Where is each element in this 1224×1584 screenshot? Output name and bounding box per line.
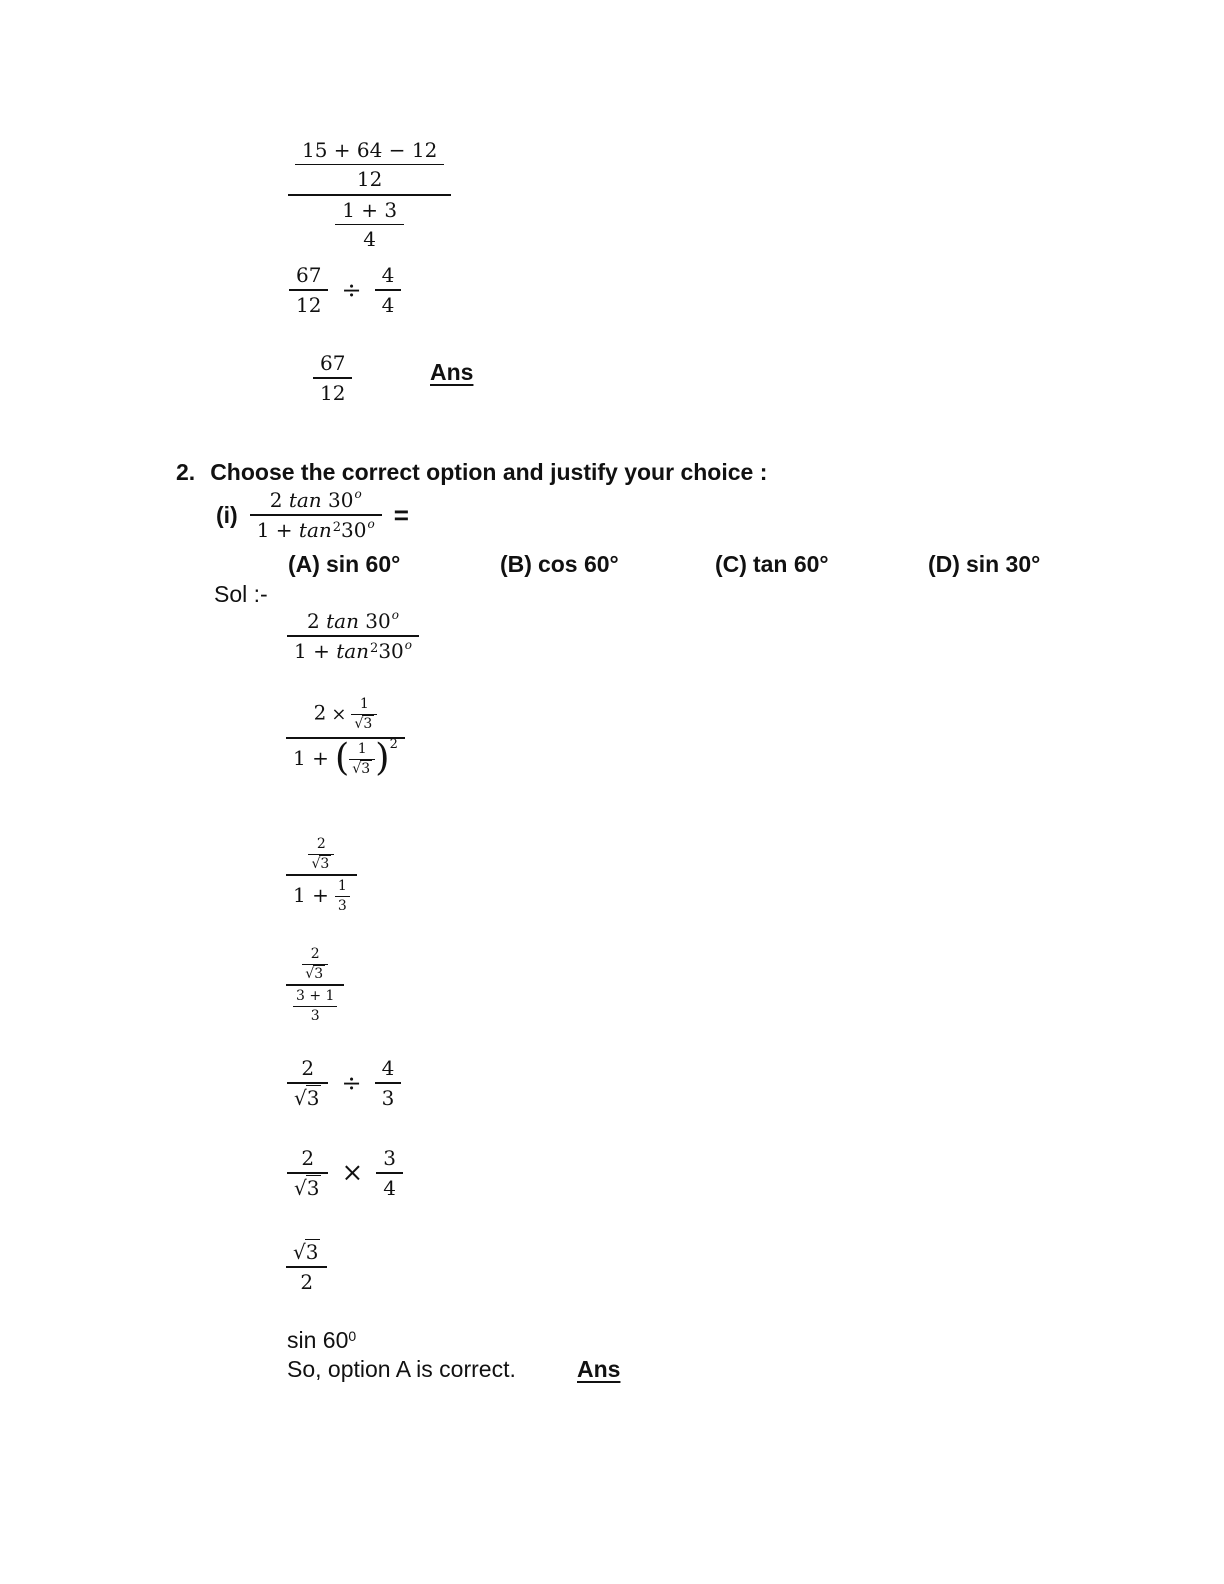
function-name: tan [336,639,370,664]
numerator [287,610,419,635]
radicand: 3 [314,965,324,982]
option-label: (C) [715,551,747,577]
fraction [287,1057,328,1110]
numerator [286,1241,327,1266]
option-d [928,551,1040,578]
solution-label: Sol :- [214,581,268,607]
numerator: 2 [301,1056,315,1080]
solution-step-2 [286,697,405,777]
option-value: sin 30° [965,551,1041,577]
function-name: tan [298,518,332,543]
denominator [302,964,328,982]
numerator [286,697,405,737]
radicand: 3 [361,761,371,778]
inner-fraction-bottom [335,199,404,251]
solution-step-5 [287,1057,401,1110]
numerator: 3 + 1 [296,988,335,1005]
left-parenthesis: ( [334,735,350,779]
fraction [286,837,357,914]
conclusion-statement: So, option A is correct. [287,1356,516,1382]
denominator: 2 [286,1266,327,1293]
numerator: 1 [337,878,347,895]
numerator: 67 [320,351,346,375]
numerator: 2 [301,1146,315,1170]
denominator [287,1082,328,1109]
radical-sign: √ [305,965,315,982]
fraction [376,1147,403,1200]
denominator: 4 [375,289,402,316]
term: 1 + [256,518,299,543]
radicand: 3 [320,855,330,872]
question-number: 2. [176,459,196,485]
inner-fraction-top [295,139,444,191]
complex-fraction-expression [288,139,451,251]
sqrt-expression [311,856,331,872]
outer-fraction [288,139,451,251]
fraction [287,610,419,663]
small-fraction [308,837,334,871]
conclusion-result [287,1327,356,1354]
outer-numerator [288,139,451,194]
numerator: 1 + 3 [342,197,398,222]
radical-sign: √ [311,855,321,872]
denominator: 4 [335,224,404,250]
part-label: (i) [216,501,238,528]
degree-superscript: o [391,608,399,622]
numerator [250,489,382,514]
degree-superscript: o [367,517,375,532]
option-value: sin 60° [325,551,401,577]
small-fraction [335,879,350,913]
division-step-expression [289,264,401,317]
option-b [500,551,619,578]
option-label: (B) [500,551,532,577]
multiplication-sign: × [341,1158,364,1189]
numerator: 1 [359,696,369,712]
equals-sign: = [393,499,409,530]
option-value: tan 60° [752,551,829,577]
numerator: 3 [383,1146,397,1170]
small-fraction [293,989,337,1023]
coefficient: 2 [313,700,327,725]
angle: 30 [358,609,391,633]
option-label: (D) [928,551,960,577]
answer-label: Ans [430,359,474,385]
term: 1 + [293,746,329,771]
question-part-i [216,489,409,542]
denominator [287,635,419,663]
radicand: 3 [306,1086,320,1111]
outer-denominator [288,194,451,251]
sqrt-expression [294,1086,321,1110]
option-a [288,551,400,578]
function-name: tan [326,609,359,633]
numerator [286,947,344,984]
denominator: 3 [375,1082,402,1109]
radical-sign: √ [294,1086,307,1111]
angle: 30 [321,488,354,512]
square-superscript: 2 [332,519,342,535]
coefficient: 2 [307,609,327,633]
right-parenthesis: ) [375,735,390,779]
denominator: 3 [293,1006,337,1024]
degree-superscript: o [354,487,362,501]
radical-sign: √ [293,1240,306,1264]
fraction [375,1057,402,1110]
sqrt-expression [354,716,374,732]
solution-step-3 [286,837,357,914]
solution-step-4 [286,947,344,1024]
degree-superscript: o [404,638,413,653]
sqrt-expression [293,1240,320,1264]
radicand: 3 [305,1240,319,1264]
radicand: 3 [363,715,373,732]
option-value: cos 60° [537,551,619,577]
option-c [715,551,829,578]
solution-step-7 [286,1241,327,1294]
denominator: 12 [289,289,328,316]
numerator: 4 [381,1056,395,1080]
fraction [286,1241,327,1294]
fraction [375,264,402,317]
angle: 30 [341,518,367,543]
numerator [286,837,357,874]
division-sign: ÷ [341,1069,362,1098]
small-fraction [351,697,377,731]
square-superscript: 2 [389,737,398,753]
small-fraction [349,742,375,776]
numerator: 67 [296,263,322,287]
fraction [289,264,328,317]
degree-superscript: 0 [348,1328,357,1344]
sqrt-expression [305,966,325,982]
square-superscript: 2 [370,640,379,656]
radical-sign: √ [294,1176,307,1201]
solution-step-1 [287,610,419,663]
question-heading [176,459,767,486]
fraction [287,1147,328,1200]
coefficient: 2 [269,488,289,512]
division-sign: ÷ [341,276,362,305]
numerator: 15 + 64 − 12 [302,138,438,162]
denominator: 12 [295,164,444,190]
denominator: 4 [376,1172,403,1199]
function-name: tan [288,488,322,512]
denominator [349,759,375,777]
radical-sign: √ [352,761,362,778]
denominator [250,514,382,542]
angle: 30 [378,639,404,664]
question-title: Choose the correct option and justify your choice : [210,459,768,485]
radicand: 3 [306,1176,320,1201]
numerator: 2 [316,836,326,852]
denominator [308,854,334,872]
solution-step-6 [287,1147,403,1200]
sqrt-expression [352,761,372,777]
result-text: sin 60 [287,1327,349,1353]
denominator: 3 [335,896,350,914]
term: 1 + [293,883,329,908]
small-fraction [302,947,328,981]
fraction [313,352,352,405]
question-fraction [250,489,382,542]
answer-label: Ans [577,1356,621,1382]
fraction [286,697,405,777]
denominator [287,1172,328,1199]
numerator: 2 [310,946,320,962]
radical-sign: √ [354,715,364,732]
denominator [351,714,377,732]
denominator [286,874,357,913]
option-label: (A) [288,551,320,577]
denominator [286,735,405,779]
numerator: 4 [381,263,395,287]
fraction [286,947,344,1024]
denominator [286,984,344,1023]
denominator: 12 [313,377,352,404]
term: 1 + [294,639,337,664]
sqrt-expression [294,1176,321,1200]
multiplication-sign: × [331,703,347,725]
numerator: 1 [357,741,367,758]
result-expression [313,352,352,405]
